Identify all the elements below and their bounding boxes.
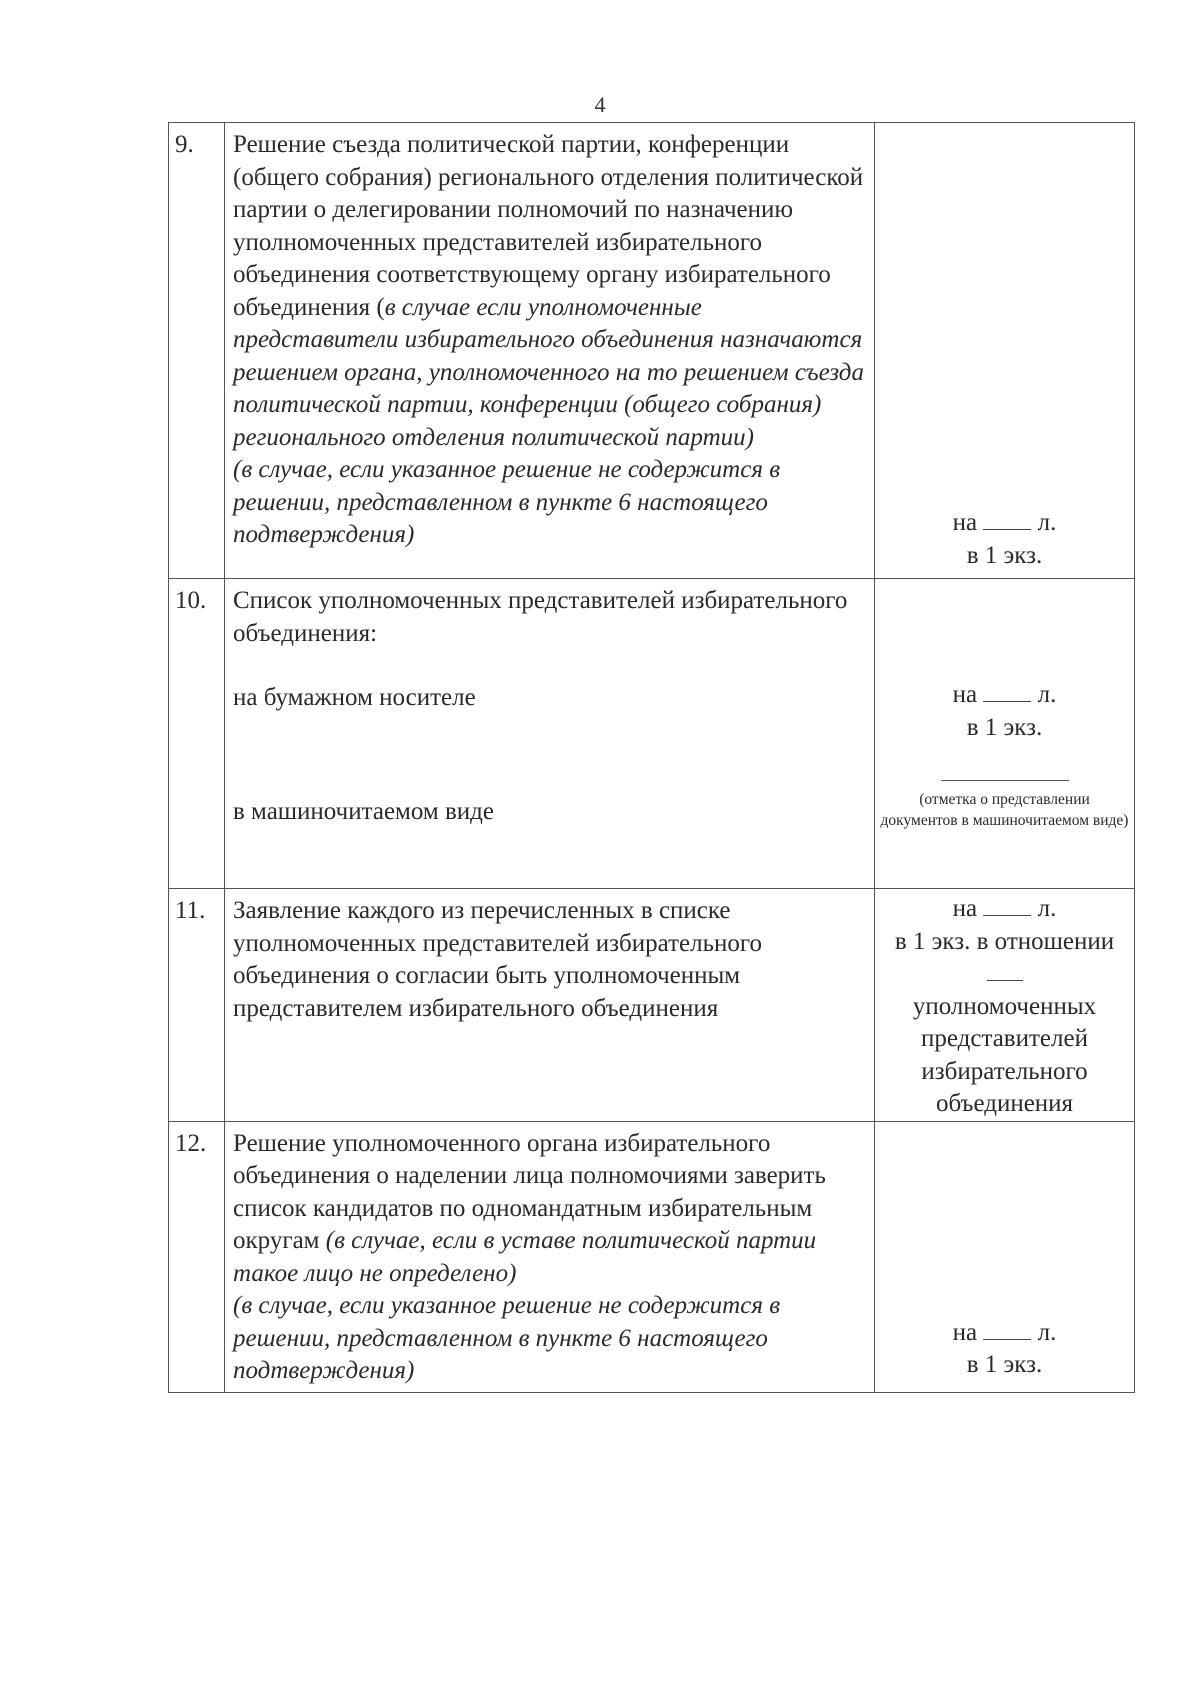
note-prefix: на [952, 1318, 978, 1346]
documents-table [168, 122, 1135, 1393]
page-number: 4 [594, 92, 606, 117]
row-number: 9. [169, 123, 225, 579]
description-text: Список уполномоченных представителей избирательного объединения: [233, 587, 848, 647]
machine-mark-caption: (отметка о представлении документов в машиночитаемом виде) [880, 791, 1129, 829]
note-copies: в 1 экз. [966, 1351, 1043, 1378]
page-count-blank [983, 507, 1031, 530]
row-description [225, 1121, 875, 1392]
description-italic-note: в случае если уполномоченные представители избирательного объединения назначаются решением органа, уполномоченного на то решением съезда политической партии, конференции (общего собрания) регионального отделения политической партии) [233, 293, 864, 451]
count-blank [987, 958, 1023, 981]
row-description [225, 579, 875, 889]
table-row [169, 579, 1135, 889]
note-unit: л. [1037, 895, 1057, 922]
page-count-blank [983, 1317, 1031, 1340]
note-prefix: на [952, 509, 978, 536]
description-text: Решение уполномоченного органа избирательного объединения о наделении лица полномочиями заверить список кандидатов по одномандатным избирательным округам [233, 1129, 826, 1254]
note-copies: в 1 экз. [966, 713, 1043, 741]
table-row [169, 889, 1135, 1122]
machine-format-label: в машиночитаемом виде [233, 797, 494, 825]
row-note [875, 1121, 1135, 1392]
description-text: Заявление каждого из перечисленных в списке уполномоченных представителей избирательного объединения о согласии быть уполномоченным представителем избирательного объединения [233, 897, 762, 1022]
row-note [875, 123, 1135, 579]
machine-mark-line [941, 780, 1069, 781]
table-row [169, 123, 1135, 579]
page-count-blank [983, 679, 1031, 702]
note-copies: в 1 экз. [966, 541, 1043, 569]
row-number: 10. [169, 579, 225, 889]
note-unit: л. [1037, 681, 1057, 708]
description-italic-condition: (в случае, если указанное решение не содержится в решении, представленном в пункте 6 настоящего подтверждения) [233, 1292, 781, 1384]
paper-format-label: на бумажном носителе [233, 684, 476, 711]
page-count-blank [983, 893, 1031, 916]
row-note [875, 889, 1135, 1122]
note-copies: в 1 экз. в отношении [894, 927, 1115, 955]
note-prefix: на [952, 681, 978, 708]
row-note [875, 579, 1135, 889]
description-italic-note: (в случае, если в уставе политической партии такое лицо не определено) [233, 1227, 817, 1287]
row-description [225, 123, 875, 579]
table-row [169, 1121, 1135, 1392]
row-number: 11. [169, 889, 225, 1122]
row-number: 12. [169, 1121, 225, 1392]
note-unit: л. [1037, 1318, 1057, 1346]
note-prefix: на [952, 895, 978, 922]
note-tail: уполномоченных представителей избирательного объединения [912, 992, 1097, 1117]
note-unit: л. [1037, 509, 1057, 536]
description-italic-condition: (в случае, если указанное решение не содержится в решении, представленном в пункте 6 настоящего подтверждения) [233, 456, 781, 548]
description-text: Решение съезда политической партии, конференции (общего собрания) регионального отделения политической партии о делегировании полномочий по назначению уполномоченных представителей избирательного объединения соответствующему органу избирательного объединения ( [233, 131, 864, 321]
row-description [225, 889, 875, 1122]
